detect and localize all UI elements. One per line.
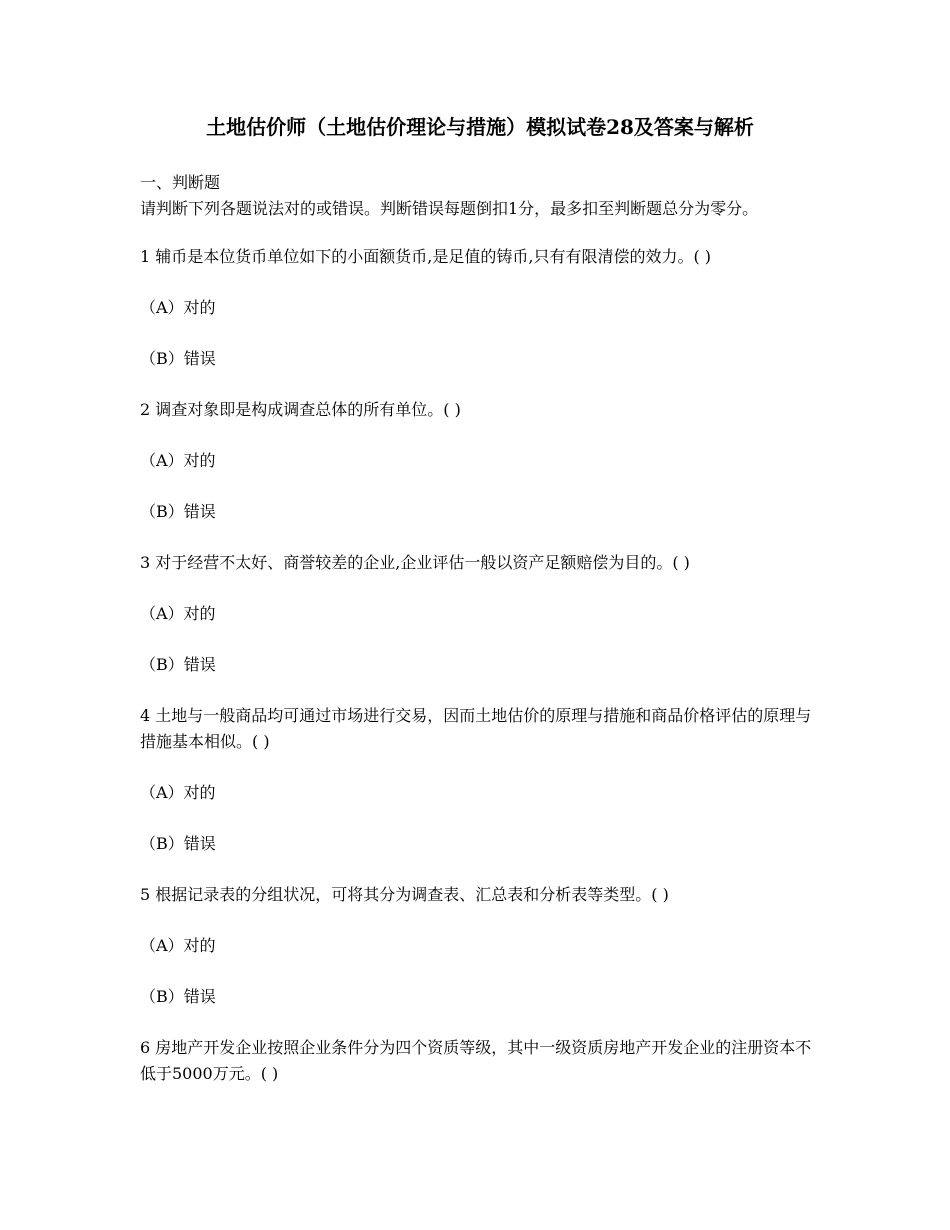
question-stem: 3 对于经营不太好、商誉较差的企业,企业评估一般以资产足额赔偿为目的。( )	[140, 553, 690, 572]
question-stem: 2 调查对象即是构成调查总体的所有单位。( )	[140, 400, 461, 419]
section-instructions: 请判断下列各题说法对的或错误。判断错误每题倒扣1分，最多扣至判断题总分为零分。	[140, 199, 759, 218]
question-stem: 5 根据记录表的分组状况，可将其分为调查表、汇总表和分析表等类型。( )	[140, 885, 669, 904]
question-5	[140, 882, 820, 1010]
option-b: （B）错误	[140, 987, 216, 1006]
option-a: （A）对的	[140, 783, 216, 802]
section-title: 一、判断题	[140, 173, 221, 192]
option-b: （B）错误	[140, 349, 216, 368]
question-stem: 6 房地产开发企业按照企业条件分为四个资质等级，其中一级资质房地产开发企业的注册资本不低于5000万元。( )	[140, 1038, 812, 1083]
document-title: 土地估价师（土地估价理论与措施）模拟试卷28及答案与解析	[206, 115, 754, 139]
option-b: （B）错误	[140, 502, 216, 521]
option-a: （A）对的	[140, 451, 216, 470]
option-b: （B）错误	[140, 834, 216, 853]
question-4	[140, 703, 820, 857]
question-1	[140, 244, 820, 372]
option-a: （A）对的	[140, 604, 216, 623]
question-stem: 4 土地与一般商品均可通过市场进行交易，因而土地估价的原理与措施和商品价格评估的原理与措施基本相似。( )	[140, 706, 812, 751]
question-3	[140, 550, 820, 678]
question-2	[140, 397, 820, 525]
option-a: （A）对的	[140, 936, 216, 955]
question-6	[140, 1035, 820, 1087]
option-a: （A）对的	[140, 298, 216, 317]
option-b: （B）错误	[140, 655, 216, 674]
document-page	[140, 112, 820, 1112]
question-stem: 1 辅币是本位货币单位如下的小面额货币,是足值的铸币,只有有限清偿的效力。( )	[140, 247, 712, 266]
